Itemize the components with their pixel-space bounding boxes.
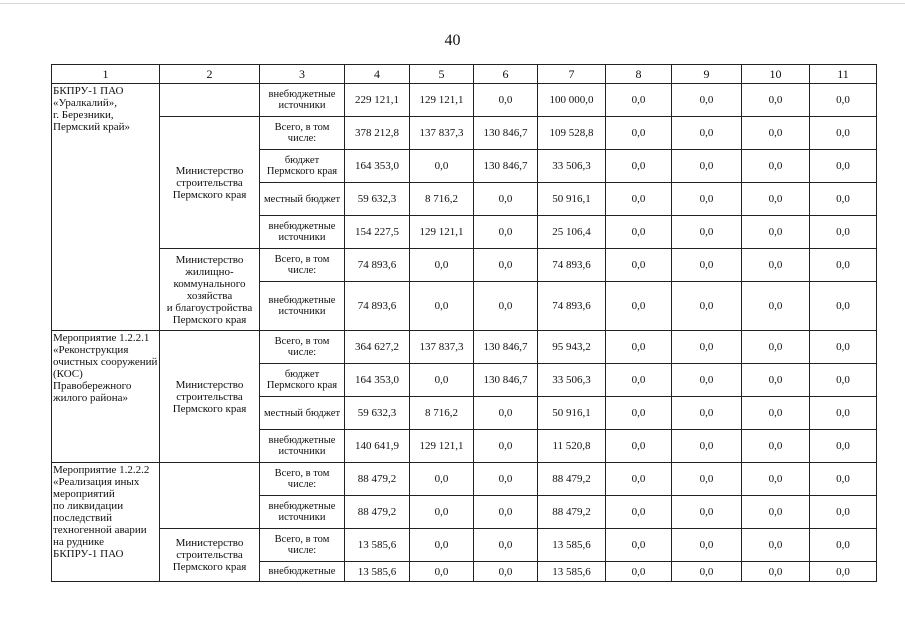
- value-cell-col-4: 88 479,2: [345, 463, 410, 496]
- value-cell-col-10: 0,0: [742, 282, 810, 331]
- value-cell-col-4: 88 479,2: [345, 496, 410, 529]
- value-cell-col-6: 0,0: [474, 84, 538, 117]
- value-cell-col-7: 13 585,6: [538, 529, 606, 562]
- value-cell-col-11: 0,0: [810, 364, 877, 397]
- value-cell-col-6: 0,0: [474, 562, 538, 582]
- value-cell-col-9: 0,0: [672, 216, 742, 249]
- funding-source-cell: бюджет Пермского края: [260, 364, 345, 397]
- header-cell-2: 2: [160, 65, 260, 84]
- value-cell-col-7: 33 506,3: [538, 150, 606, 183]
- value-cell-col-11: 0,0: [810, 150, 877, 183]
- value-cell-col-9: 0,0: [672, 496, 742, 529]
- value-cell-col-9: 0,0: [672, 84, 742, 117]
- value-cell-col-7: 25 106,4: [538, 216, 606, 249]
- performer-cell: [160, 463, 260, 529]
- value-cell-col-5: 129 121,1: [410, 216, 474, 249]
- value-cell-col-6: 0,0: [474, 529, 538, 562]
- value-cell-col-6: 0,0: [474, 496, 538, 529]
- value-cell-col-10: 0,0: [742, 331, 810, 364]
- value-cell-col-7: 74 893,6: [538, 282, 606, 331]
- value-cell-col-4: 13 585,6: [345, 562, 410, 582]
- value-cell-col-10: 0,0: [742, 150, 810, 183]
- value-cell-col-10: 0,0: [742, 84, 810, 117]
- value-cell-col-7: 88 479,2: [538, 463, 606, 496]
- value-cell-col-5: 0,0: [410, 150, 474, 183]
- header-cell-10: 10: [742, 65, 810, 84]
- value-cell-col-11: 0,0: [810, 397, 877, 430]
- header-cell-4: 4: [345, 65, 410, 84]
- value-cell-col-6: 130 846,7: [474, 117, 538, 150]
- header-cell-3: 3: [260, 65, 345, 84]
- funding-source-cell: внебюджетные источники: [260, 216, 345, 249]
- value-cell-col-9: 0,0: [672, 150, 742, 183]
- funding-source-cell: внебюджетные источники: [260, 84, 345, 117]
- funding-source-cell: Всего, в том числе:: [260, 529, 345, 562]
- value-cell-col-9: 0,0: [672, 430, 742, 463]
- value-cell-col-5: 0,0: [410, 249, 474, 282]
- value-cell-col-11: 0,0: [810, 562, 877, 582]
- value-cell-col-8: 0,0: [606, 249, 672, 282]
- header-cell-5: 5: [410, 65, 474, 84]
- funding-source-cell: Всего, в том числе:: [260, 117, 345, 150]
- value-cell-col-11: 0,0: [810, 183, 877, 216]
- value-cell-col-6: 0,0: [474, 249, 538, 282]
- value-cell-col-4: 140 641,9: [345, 430, 410, 463]
- budget-table: [51, 64, 877, 582]
- value-cell-col-5: 137 837,3: [410, 331, 474, 364]
- value-cell-col-8: 0,0: [606, 463, 672, 496]
- value-cell-col-7: 33 506,3: [538, 364, 606, 397]
- value-cell-col-11: 0,0: [810, 529, 877, 562]
- value-cell-col-7: 50 916,1: [538, 183, 606, 216]
- value-cell-col-6: 0,0: [474, 282, 538, 331]
- performer-cell: Министерство жилищно-коммунального хозяйства и благоустройства Пермского края: [160, 249, 260, 331]
- value-cell-col-5: 8 716,2: [410, 397, 474, 430]
- value-cell-col-8: 0,0: [606, 216, 672, 249]
- measure-cell: Мероприятие 1.2.2.2 «Реализация иных мероприятий по ликвидации последствий техногенной аварии на руднике БКПРУ-1 ПАО: [52, 463, 160, 582]
- value-cell-col-4: 59 632,3: [345, 397, 410, 430]
- value-cell-col-11: 0,0: [810, 496, 877, 529]
- value-cell-col-8: 0,0: [606, 364, 672, 397]
- value-cell-col-8: 0,0: [606, 496, 672, 529]
- value-cell-col-8: 0,0: [606, 117, 672, 150]
- value-cell-col-11: 0,0: [810, 430, 877, 463]
- funding-source-cell: бюджет Пермского края: [260, 150, 345, 183]
- table-row: [52, 117, 877, 150]
- funding-source-cell: Всего, в том числе:: [260, 249, 345, 282]
- header-row: [52, 65, 877, 84]
- value-cell-col-5: 0,0: [410, 562, 474, 582]
- value-cell-col-11: 0,0: [810, 331, 877, 364]
- value-cell-col-4: 74 893,6: [345, 282, 410, 331]
- header-cell-1: 1: [52, 65, 160, 84]
- value-cell-col-6: 130 846,7: [474, 331, 538, 364]
- value-cell-col-10: 0,0: [742, 562, 810, 582]
- value-cell-col-5: 0,0: [410, 364, 474, 397]
- value-cell-col-5: 129 121,1: [410, 430, 474, 463]
- value-cell-col-10: 0,0: [742, 430, 810, 463]
- funding-source-cell: местный бюджет: [260, 397, 345, 430]
- value-cell-col-9: 0,0: [672, 529, 742, 562]
- value-cell-col-8: 0,0: [606, 331, 672, 364]
- value-cell-col-8: 0,0: [606, 84, 672, 117]
- table-row: [52, 84, 877, 117]
- value-cell-col-9: 0,0: [672, 117, 742, 150]
- value-cell-col-9: 0,0: [672, 463, 742, 496]
- value-cell-col-10: 0,0: [742, 364, 810, 397]
- value-cell-col-7: 13 585,6: [538, 562, 606, 582]
- value-cell-col-5: 8 716,2: [410, 183, 474, 216]
- value-cell-col-9: 0,0: [672, 397, 742, 430]
- funding-source-cell: внебюджетные источники: [260, 282, 345, 331]
- value-cell-col-10: 0,0: [742, 463, 810, 496]
- value-cell-col-4: 364 627,2: [345, 331, 410, 364]
- value-cell-col-8: 0,0: [606, 430, 672, 463]
- funding-source-cell: местный бюджет: [260, 183, 345, 216]
- funding-source-cell: внебюджетные источники: [260, 430, 345, 463]
- value-cell-col-6: 0,0: [474, 397, 538, 430]
- value-cell-col-10: 0,0: [742, 397, 810, 430]
- value-cell-col-4: 13 585,6: [345, 529, 410, 562]
- value-cell-col-7: 100 000,0: [538, 84, 606, 117]
- value-cell-col-4: 229 121,1: [345, 84, 410, 117]
- value-cell-col-8: 0,0: [606, 529, 672, 562]
- funding-source-cell: внебюджетные источники: [260, 496, 345, 529]
- value-cell-col-4: 164 353,0: [345, 364, 410, 397]
- funding-source-cell: Всего, в том числе:: [260, 331, 345, 364]
- value-cell-col-9: 0,0: [672, 331, 742, 364]
- value-cell-col-5: 0,0: [410, 463, 474, 496]
- value-cell-col-4: 154 227,5: [345, 216, 410, 249]
- value-cell-col-11: 0,0: [810, 117, 877, 150]
- value-cell-col-9: 0,0: [672, 364, 742, 397]
- table-row: [52, 463, 877, 496]
- value-cell-col-7: 95 943,2: [538, 331, 606, 364]
- value-cell-col-7: 109 528,8: [538, 117, 606, 150]
- header-cell-7: 7: [538, 65, 606, 84]
- value-cell-col-5: 0,0: [410, 529, 474, 562]
- value-cell-col-7: 74 893,6: [538, 249, 606, 282]
- value-cell-col-10: 0,0: [742, 183, 810, 216]
- value-cell-col-11: 0,0: [810, 282, 877, 331]
- value-cell-col-11: 0,0: [810, 84, 877, 117]
- value-cell-col-8: 0,0: [606, 562, 672, 582]
- value-cell-col-11: 0,0: [810, 216, 877, 249]
- value-cell-col-10: 0,0: [742, 529, 810, 562]
- value-cell-col-6: 0,0: [474, 430, 538, 463]
- header-cell-11: 11: [810, 65, 877, 84]
- performer-cell: Министерство строительства Пермского края: [160, 529, 260, 582]
- value-cell-col-9: 0,0: [672, 183, 742, 216]
- value-cell-col-8: 0,0: [606, 282, 672, 331]
- performer-cell: Министерство строительства Пермского края: [160, 331, 260, 463]
- performer-cell: Министерство строительства Пермского края: [160, 117, 260, 249]
- header-cell-8: 8: [606, 65, 672, 84]
- value-cell-col-6: 130 846,7: [474, 364, 538, 397]
- value-cell-col-6: 0,0: [474, 216, 538, 249]
- value-cell-col-10: 0,0: [742, 496, 810, 529]
- value-cell-col-4: 378 212,8: [345, 117, 410, 150]
- value-cell-col-7: 11 520,8: [538, 430, 606, 463]
- value-cell-col-4: 59 632,3: [345, 183, 410, 216]
- measure-cell: Мероприятие 1.2.2.1 «Реконструкция очистных сооружений (КОС) Правобережного жилого района»: [52, 331, 160, 463]
- value-cell-col-5: 129 121,1: [410, 84, 474, 117]
- value-cell-col-5: 0,0: [410, 282, 474, 331]
- value-cell-col-11: 0,0: [810, 463, 877, 496]
- value-cell-col-10: 0,0: [742, 249, 810, 282]
- measure-cell: БКПРУ-1 ПАО «Уралкалий», г. Березники, Пермский край»: [52, 84, 160, 331]
- value-cell-col-10: 0,0: [742, 216, 810, 249]
- value-cell-col-9: 0,0: [672, 562, 742, 582]
- table-body: [52, 65, 877, 582]
- funding-source-cell: внебюджетные: [260, 562, 345, 582]
- value-cell-col-6: 0,0: [474, 463, 538, 496]
- value-cell-col-11: 0,0: [810, 249, 877, 282]
- top-rule: [0, 3, 905, 4]
- performer-cell: [160, 84, 260, 117]
- table-row: [52, 249, 877, 282]
- table-row: [52, 331, 877, 364]
- page-number: 40: [444, 32, 461, 49]
- value-cell-col-8: 0,0: [606, 183, 672, 216]
- value-cell-col-4: 164 353,0: [345, 150, 410, 183]
- value-cell-col-9: 0,0: [672, 282, 742, 331]
- value-cell-col-10: 0,0: [742, 117, 810, 150]
- funding-source-cell: Всего, в том числе:: [260, 463, 345, 496]
- value-cell-col-6: 0,0: [474, 183, 538, 216]
- value-cell-col-8: 0,0: [606, 150, 672, 183]
- value-cell-col-6: 130 846,7: [474, 150, 538, 183]
- value-cell-col-7: 88 479,2: [538, 496, 606, 529]
- value-cell-col-5: 137 837,3: [410, 117, 474, 150]
- table-row: [52, 529, 877, 562]
- header-cell-9: 9: [672, 65, 742, 84]
- value-cell-col-5: 0,0: [410, 496, 474, 529]
- value-cell-col-8: 0,0: [606, 397, 672, 430]
- value-cell-col-4: 74 893,6: [345, 249, 410, 282]
- value-cell-col-9: 0,0: [672, 249, 742, 282]
- header-cell-6: 6: [474, 65, 538, 84]
- value-cell-col-7: 50 916,1: [538, 397, 606, 430]
